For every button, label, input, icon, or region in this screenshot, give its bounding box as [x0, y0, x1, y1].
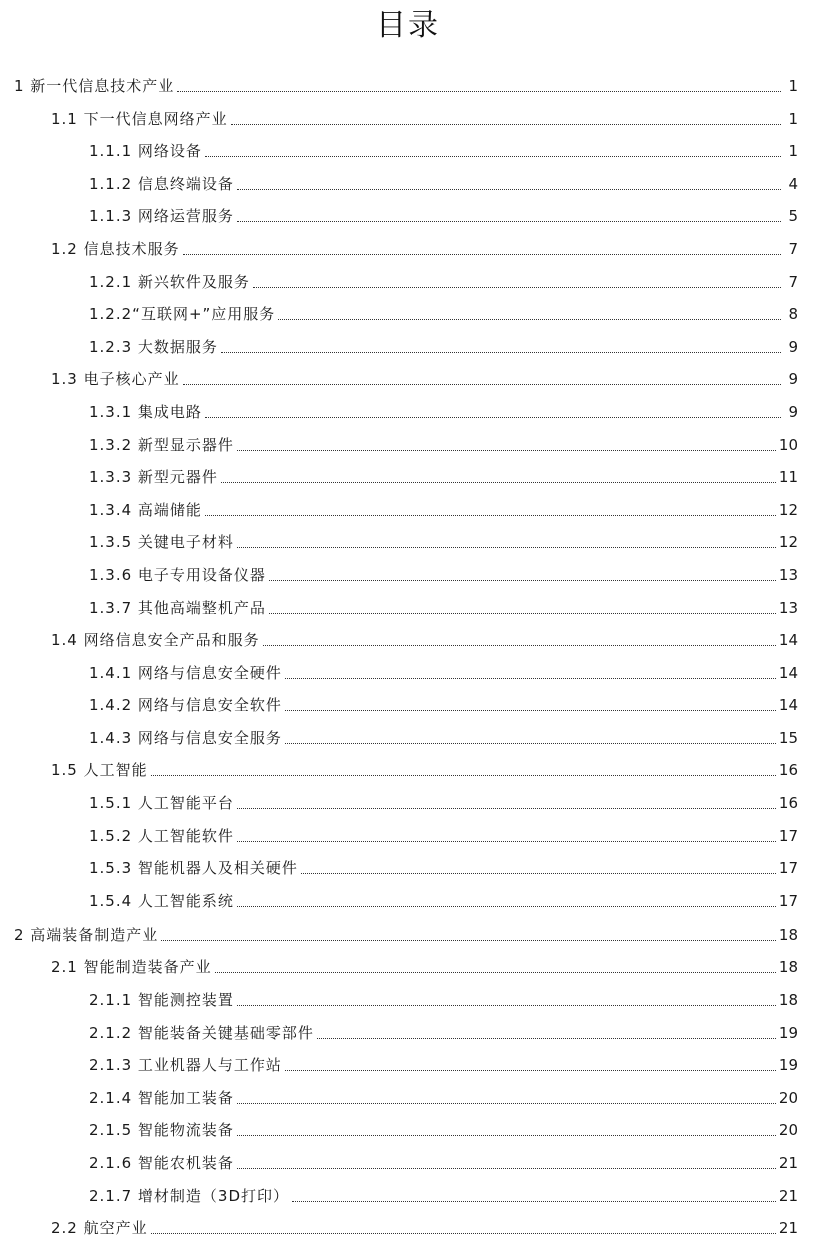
toc-entry[interactable] [0, 1177, 816, 1210]
dot-leader [285, 1070, 776, 1071]
toc-entry-label: 1.5 人工智能 [51, 761, 148, 780]
toc-entry-label: 2.1.7 增材制造（3D打印） [89, 1186, 290, 1205]
dot-leader [215, 972, 776, 973]
toc-entry-label: 1.3.5 关键电子材料 [89, 533, 234, 552]
dot-leader [231, 124, 781, 125]
toc-entry[interactable] [0, 491, 816, 524]
toc-entry-label: 1.4.3 网络与信息安全服务 [89, 728, 282, 747]
toc-entry-page-number: 16 [778, 794, 798, 813]
toc-entry-page-number: 17 [778, 859, 798, 878]
dot-leader [269, 613, 776, 614]
toc-entry[interactable] [0, 66, 816, 100]
toc-entry-label: 2.1 智能制造装备产业 [51, 958, 212, 977]
dot-leader [237, 1168, 776, 1169]
dot-leader [237, 1005, 776, 1006]
toc-entry-label: 1.5.2 人工智能软件 [89, 826, 234, 845]
toc-entry[interactable] [0, 622, 816, 655]
dot-leader [205, 156, 781, 157]
dot-leader [237, 906, 776, 907]
toc-entry-label: 1.1 下一代信息网络产业 [51, 109, 228, 128]
toc-entry-label: 1.3.3 新型元器件 [89, 468, 218, 487]
toc-entry-label: 1.3.6 电子专用设备仪器 [89, 565, 266, 584]
toc-entry-label: 1.1.1 网络设备 [89, 142, 202, 161]
toc-entry-page-number: 16 [778, 761, 798, 780]
toc-entry-label: 1.4.1 网络与信息安全硬件 [89, 663, 282, 682]
toc-entry-page-number: 17 [778, 826, 798, 845]
toc-entry-label: 2.1.2 智能装备关键基础零部件 [89, 1023, 314, 1042]
toc-entry[interactable] [0, 556, 816, 589]
toc-entry-page-number: 5 [788, 207, 798, 226]
toc-entry-page-number: 19 [778, 1056, 798, 1075]
toc-entry-page-number: 9 [788, 402, 798, 421]
toc-entry-page-number: 1 [788, 77, 798, 95]
toc-entry[interactable] [0, 361, 816, 394]
toc-entry[interactable] [0, 198, 816, 231]
toc-entry-page-number: 14 [778, 696, 798, 715]
dot-leader [237, 450, 776, 451]
toc-entry[interactable] [0, 784, 816, 817]
toc-entry-page-number: 21 [778, 1186, 798, 1205]
dot-leader [237, 547, 776, 548]
dot-leader [269, 580, 776, 581]
toc-entry[interactable] [0, 328, 816, 361]
dot-leader [317, 1038, 776, 1039]
toc-entry-page-number: 14 [778, 663, 798, 682]
toc-entry[interactable] [0, 426, 816, 459]
toc-entry[interactable] [0, 459, 816, 492]
toc-entry-page-number: 18 [778, 958, 798, 977]
dot-leader [237, 1135, 776, 1136]
toc-entry[interactable] [0, 752, 816, 785]
toc-entry[interactable] [0, 850, 816, 883]
toc-entry[interactable] [0, 915, 816, 949]
toc-entry-page-number: 7 [788, 239, 798, 258]
toc-entry-label: 1.1.2 信息终端设备 [89, 174, 234, 193]
toc-entry-label: 2.1.5 智能物流装备 [89, 1121, 234, 1140]
dot-leader [253, 287, 781, 288]
toc-entry-page-number: 13 [778, 565, 798, 584]
toc-entry-page-number: 21 [778, 1219, 798, 1238]
toc-entry-label: 2.2 航空产业 [51, 1219, 148, 1238]
toc-entry-label: 2.1.1 智能测控装置 [89, 991, 234, 1010]
toc-entry-label: 1.3.1 集成电路 [89, 402, 202, 421]
toc-entry-label: 1.3.7 其他高端整机产品 [89, 598, 266, 617]
toc-entry-label: 1.3 电子核心产业 [51, 370, 180, 389]
dot-leader [205, 417, 781, 418]
toc-entry[interactable] [0, 1144, 816, 1177]
dot-leader [183, 254, 781, 255]
toc-entry[interactable] [0, 165, 816, 198]
dot-leader [285, 678, 776, 679]
toc-entry[interactable] [0, 817, 816, 850]
toc-entry-page-number: 20 [778, 1121, 798, 1140]
dot-leader [183, 384, 781, 385]
toc-entry-page-number: 1 [788, 109, 798, 128]
page-title: 目录 [376, 8, 440, 43]
toc-entry-label: 2.1.4 智能加工装备 [89, 1088, 234, 1107]
toc-entry[interactable] [0, 393, 816, 426]
toc-entry-label: 1.5.4 人工智能系统 [89, 891, 234, 910]
toc-entry-label: 1.3.2 新型显示器件 [89, 435, 234, 454]
toc-entry[interactable] [0, 133, 816, 166]
toc-entry[interactable] [0, 1210, 816, 1242]
toc-entry-label: 1.1.3 网络运营服务 [89, 207, 234, 226]
toc-entry-page-number: 1 [788, 142, 798, 161]
toc-entry-page-number: 19 [778, 1023, 798, 1042]
toc-entry-page-number: 14 [778, 631, 798, 650]
toc-entry[interactable] [0, 263, 816, 296]
toc-entry-page-number: 12 [778, 500, 798, 519]
dot-leader [237, 808, 776, 809]
dot-leader [221, 352, 781, 353]
dot-leader [237, 189, 781, 190]
toc-entry[interactable] [0, 1047, 816, 1080]
toc-entry-page-number: 15 [778, 728, 798, 747]
toc-entry-page-number: 13 [778, 598, 798, 617]
toc-entry-label: 1.5.1 人工智能平台 [89, 794, 234, 813]
dot-leader [205, 515, 776, 516]
toc-entry-page-number: 8 [788, 305, 798, 324]
toc-entry[interactable] [0, 524, 816, 557]
toc-entry-label: 2.1.3 工业机器人与工作站 [89, 1056, 282, 1075]
dot-leader [285, 743, 776, 744]
toc-list [0, 66, 816, 1242]
toc-entry-page-number: 10 [778, 435, 798, 454]
toc-entry[interactable] [0, 1014, 816, 1047]
dot-leader [285, 710, 776, 711]
toc-entry[interactable] [0, 654, 816, 687]
toc-entry-page-number: 11 [778, 468, 798, 487]
toc-entry-label: 1.2.3 大数据服务 [89, 337, 218, 356]
dot-leader [221, 482, 776, 483]
toc-entry-page-number: 12 [778, 533, 798, 552]
toc-entry-label: 1.4 网络信息安全产品和服务 [51, 631, 260, 650]
toc-entry-label: 1.2.1 新兴软件及服务 [89, 272, 250, 291]
toc-entry-page-number: 7 [788, 272, 798, 291]
toc-entry[interactable] [0, 882, 816, 915]
toc-entry-page-number: 9 [788, 370, 798, 389]
toc-entry-page-number: 9 [788, 337, 798, 356]
toc-entry-label: 1.3.4 高端储能 [89, 500, 202, 519]
toc-entry-page-number: 17 [778, 891, 798, 910]
toc-entry-page-number: 18 [778, 925, 798, 944]
toc-entry-label: 1.2.2“互联网+”应用服务 [89, 305, 276, 324]
dot-leader [161, 940, 776, 941]
toc-entry[interactable] [0, 1079, 816, 1112]
toc-entry-label: 1 新一代信息技术产业 [14, 77, 175, 95]
dot-leader [263, 645, 776, 646]
toc-entry[interactable] [0, 1112, 816, 1145]
dot-leader [237, 841, 776, 842]
toc-entry[interactable] [0, 589, 816, 622]
toc-entry[interactable] [0, 719, 816, 752]
toc-entry[interactable] [0, 687, 816, 720]
dot-leader [278, 319, 781, 320]
toc-entry-page-number: 4 [788, 174, 798, 193]
dot-leader [237, 1103, 776, 1104]
toc-entry-page-number: 21 [778, 1154, 798, 1172]
toc-entry-page-number: 18 [778, 991, 798, 1010]
toc-entry[interactable] [0, 100, 816, 133]
toc-entry-label: 2 高端装备制造产业 [14, 925, 159, 944]
dot-leader [292, 1201, 776, 1202]
toc-entry-label: 1.4.2 网络与信息安全软件 [89, 696, 282, 715]
dot-leader [177, 91, 781, 92]
dot-leader [301, 873, 776, 874]
toc-entry-label: 1.2 信息技术服务 [51, 239, 180, 258]
toc-entry-page-number: 20 [778, 1088, 798, 1107]
toc-entry[interactable] [0, 981, 816, 1014]
dot-leader [151, 775, 776, 776]
toc-entry[interactable] [0, 949, 816, 982]
dot-leader [237, 221, 781, 222]
toc-entry[interactable] [0, 296, 816, 329]
toc-entry-label: 1.5.3 智能机器人及相关硬件 [89, 859, 298, 878]
toc-entry-label: 2.1.6 智能农机装备 [89, 1154, 234, 1172]
toc-entry[interactable] [0, 230, 816, 263]
